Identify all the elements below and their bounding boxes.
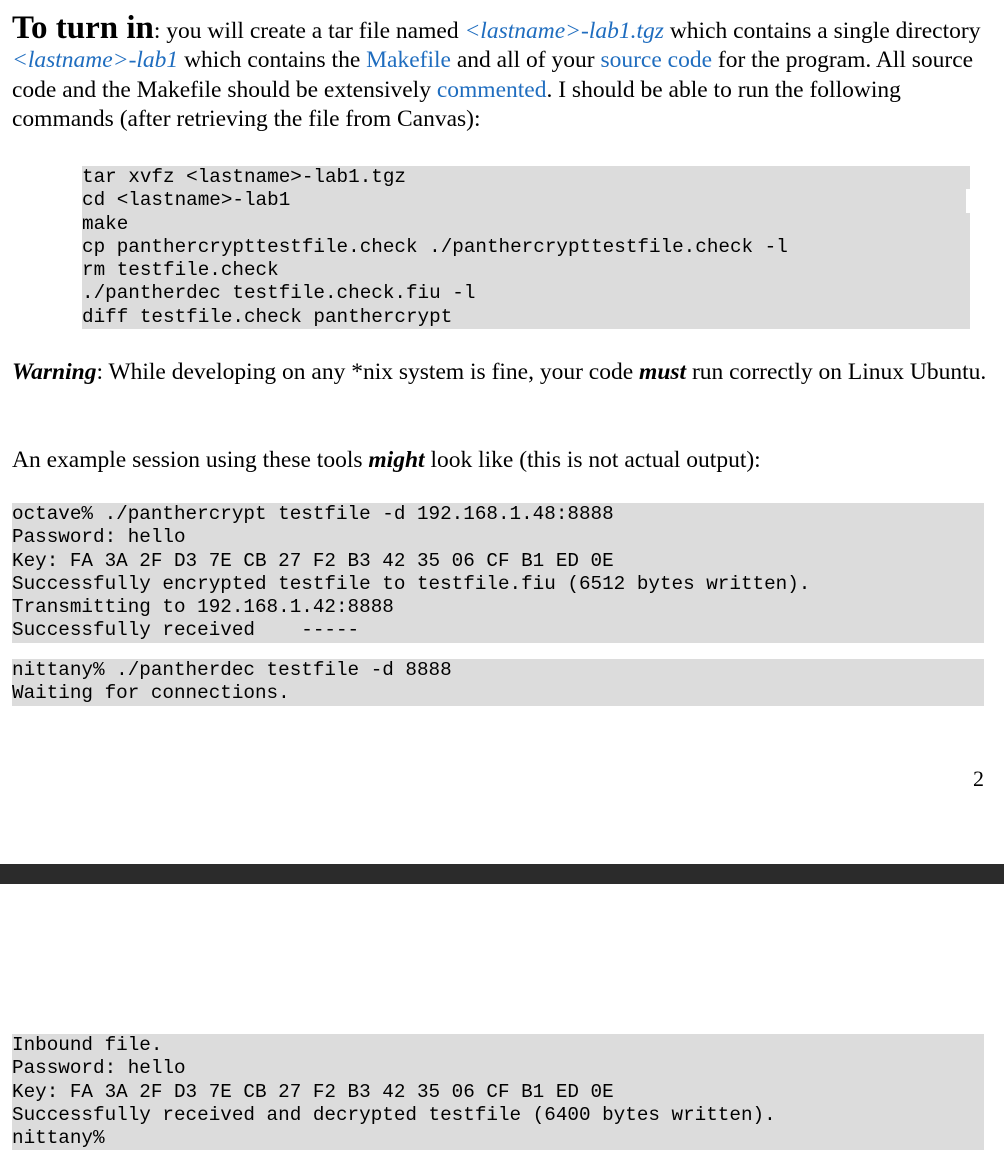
warning-label: Warning — [12, 359, 97, 385]
turn-in-text: : you will create a tar file named — [153, 18, 465, 44]
session-block-inbound — [12, 1034, 984, 1150]
session-line: Inbound file. — [12, 1034, 984, 1057]
session-line: Successfully received and decrypted testfile (6400 bytes written). — [12, 1104, 984, 1127]
session-line: Password: hello — [12, 526, 984, 549]
session-line: nittany% ./pantherdec testfile -d 8888 — [12, 659, 984, 682]
page-number: 2 — [973, 766, 984, 791]
command-line: tar xvfz <lastname>-lab1.tgz — [82, 166, 970, 189]
source-code-link[interactable]: source code — [600, 47, 713, 74]
command-line: cd <lastname>-lab1 — [82, 189, 966, 212]
example-paragraph — [12, 446, 992, 475]
turn-in-text: and all of your — [450, 47, 601, 74]
warning-text: run correctly on Linux Ubuntu. — [686, 359, 987, 385]
must-emphasis: must — [639, 359, 687, 385]
command-line: rm testfile.check — [82, 259, 970, 282]
example-text: look like (this is not actual output): — [424, 447, 761, 473]
session-line: Waiting for connections. — [12, 682, 984, 705]
session-line: nittany% — [12, 1127, 984, 1150]
turn-in-paragraph — [12, 10, 992, 134]
tar-filename-link[interactable]: <lastname>-lab1.tgz — [464, 18, 664, 44]
might-emphasis: might — [368, 447, 425, 473]
session-line: Key: FA 3A 2F D3 7E CB 27 F2 B3 42 35 06 CF B1 ED 0E — [12, 1081, 984, 1104]
turn-in-text: for the program. All source code and the Makefile should be extensively — [12, 47, 974, 103]
turn-in-text: which contains the — [178, 47, 367, 74]
commented-link[interactable]: commented — [436, 76, 547, 103]
command-line: ./pantherdec testfile.check.fiu -l — [82, 282, 970, 305]
session-line: Password: hello — [12, 1057, 984, 1080]
makefile-link[interactable]: Makefile — [366, 47, 451, 74]
session-line: Transmitting to 192.168.1.42:8888 — [12, 596, 984, 619]
page-separator — [0, 864, 1004, 884]
turn-in-heading: To turn in — [12, 10, 154, 46]
command-line: cp panthercrypttestfile.check ./panthercrypttestfile.check -l — [82, 236, 970, 259]
page-2 — [0, 884, 1004, 1156]
turn-in-text: . I should be able to run the following commands (after retrieving the file from Canvas): — [12, 76, 901, 132]
command-line: make — [82, 213, 970, 236]
session-block-nittany — [12, 659, 984, 706]
session-line: octave% ./panthercrypt testfile -d 192.168.1.48:8888 — [12, 503, 984, 526]
session-block-octave — [12, 503, 984, 643]
directory-name-link[interactable]: <lastname>-lab1 — [12, 47, 179, 74]
session-line: Successfully encrypted testfile to testfile.fiu (6512 bytes written). — [12, 573, 984, 596]
command-line: diff testfile.check panthercrypt — [82, 306, 970, 329]
warning-text: : While developing on any *nix system is fine, your code — [96, 359, 640, 385]
session-line: Successfully received ----- — [12, 619, 984, 642]
warning-paragraph — [12, 358, 992, 387]
turn-in-text: which contains a single directory — [663, 18, 981, 44]
example-text: An example session using these tools — [12, 447, 369, 473]
commands-code-block — [82, 166, 970, 329]
session-line: Key: FA 3A 2F D3 7E CB 27 F2 B3 42 35 06 CF B1 ED 0E — [12, 550, 984, 573]
